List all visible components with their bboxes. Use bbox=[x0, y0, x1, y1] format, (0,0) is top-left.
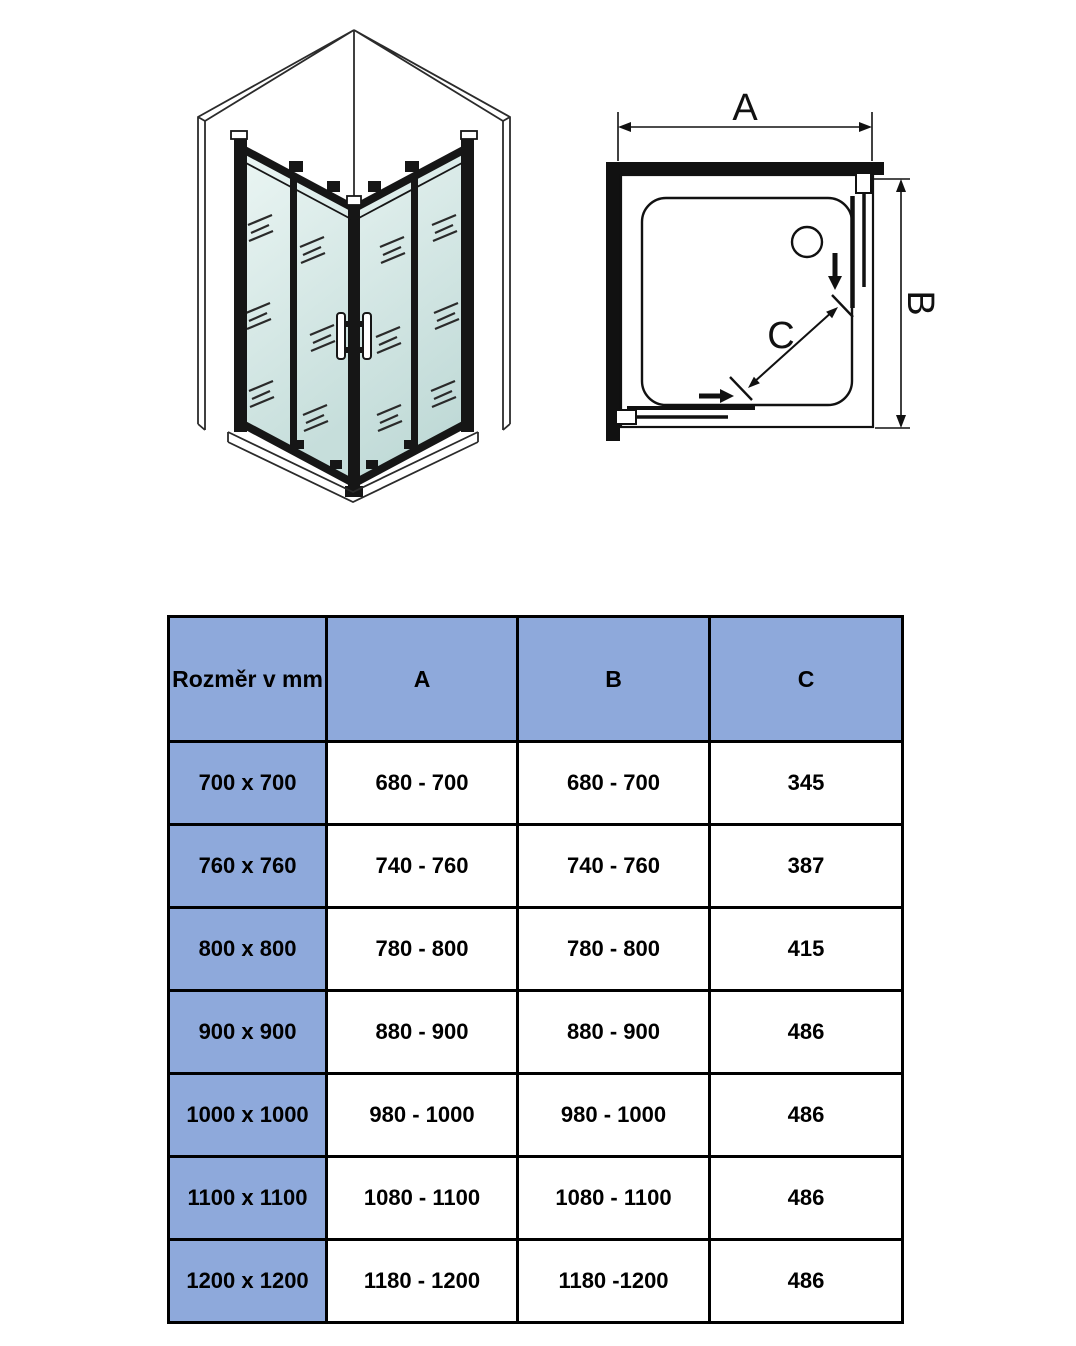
corner-post bbox=[348, 202, 360, 493]
table-cell: 680 - 700 bbox=[518, 742, 710, 825]
table-header-cell: B bbox=[518, 617, 710, 742]
size-table bbox=[167, 615, 904, 1324]
bottom-guide bbox=[330, 460, 342, 469]
table-row bbox=[169, 991, 903, 1074]
door-right bbox=[853, 173, 872, 308]
table-cell: 1200 x 1200 bbox=[169, 1240, 327, 1323]
table-cell: 1180 -1200 bbox=[518, 1240, 710, 1323]
table-cell: 880 - 900 bbox=[518, 991, 710, 1074]
roller-bracket bbox=[368, 181, 381, 192]
bottom-guide bbox=[404, 440, 416, 449]
wall-post-right bbox=[461, 137, 474, 432]
handle-left bbox=[337, 313, 345, 359]
table-row bbox=[169, 1157, 903, 1240]
roller-bracket bbox=[289, 161, 303, 172]
table-cell: 740 - 760 bbox=[327, 825, 518, 908]
table-cell: 1080 - 1100 bbox=[518, 1157, 710, 1240]
table-cell: 980 - 1000 bbox=[327, 1074, 518, 1157]
drain-circle bbox=[792, 227, 822, 257]
enclosure-outline bbox=[621, 175, 873, 427]
shower-tray bbox=[642, 198, 852, 405]
table-cell: 345 bbox=[710, 742, 903, 825]
table-cell: 700 x 700 bbox=[169, 742, 327, 825]
table-cell: 980 - 1000 bbox=[518, 1074, 710, 1157]
table-cell: 1100 x 1100 bbox=[169, 1157, 327, 1240]
table-row bbox=[169, 908, 903, 991]
table-cell: 387 bbox=[710, 825, 903, 908]
handle-right bbox=[363, 313, 371, 359]
table-cell: 486 bbox=[710, 1074, 903, 1157]
table-cell: 486 bbox=[710, 991, 903, 1074]
table-row bbox=[169, 825, 903, 908]
dimension-c-label: C bbox=[767, 315, 795, 357]
table-cell: 1000 x 1000 bbox=[169, 1074, 327, 1157]
table-cell: 486 bbox=[710, 1240, 903, 1323]
bottom-guide bbox=[292, 440, 304, 449]
bottom-guide bbox=[366, 460, 378, 469]
table-cell: 780 - 800 bbox=[518, 908, 710, 991]
dimension-b-label: B bbox=[899, 290, 941, 316]
table-cell: 486 bbox=[710, 1157, 903, 1240]
table-cell: 680 - 700 bbox=[327, 742, 518, 825]
table-cell: 760 x 760 bbox=[169, 825, 327, 908]
wall-profile-bottom bbox=[616, 410, 636, 424]
isometric-enclosure-diagram bbox=[180, 15, 530, 525]
door-bottom bbox=[616, 408, 755, 424]
table-cell: 800 x 800 bbox=[169, 908, 327, 991]
roller-bracket bbox=[405, 161, 419, 172]
table-header-cell: A bbox=[327, 617, 518, 742]
table-header-cell: C bbox=[710, 617, 903, 742]
table-cell: 780 - 800 bbox=[327, 908, 518, 991]
table-cell: 415 bbox=[710, 908, 903, 991]
wall-profile-right bbox=[856, 173, 871, 193]
table-cell: 880 - 900 bbox=[327, 991, 518, 1074]
table-cell: 900 x 900 bbox=[169, 991, 327, 1074]
table-header-row bbox=[169, 617, 903, 742]
dimension-a-label: A bbox=[732, 87, 758, 129]
wall-post-left bbox=[234, 137, 247, 432]
door-stile-right bbox=[411, 170, 418, 452]
plan-dimension-diagram bbox=[585, 55, 1035, 485]
table-cell: 740 - 760 bbox=[518, 825, 710, 908]
table-cell: 1080 - 1100 bbox=[327, 1157, 518, 1240]
slide-arrow-right bbox=[699, 389, 734, 403]
table-header-cell: Rozměr v mm bbox=[169, 617, 327, 742]
table-row bbox=[169, 742, 903, 825]
slide-arrow-down bbox=[828, 253, 842, 290]
wall-left bbox=[606, 162, 620, 441]
wall-top bbox=[606, 162, 884, 175]
roller-bracket bbox=[327, 181, 340, 192]
door-stile-left bbox=[290, 170, 297, 452]
table-cell: 1180 - 1200 bbox=[327, 1240, 518, 1323]
table-row bbox=[169, 1074, 903, 1157]
table-row bbox=[169, 1240, 903, 1323]
